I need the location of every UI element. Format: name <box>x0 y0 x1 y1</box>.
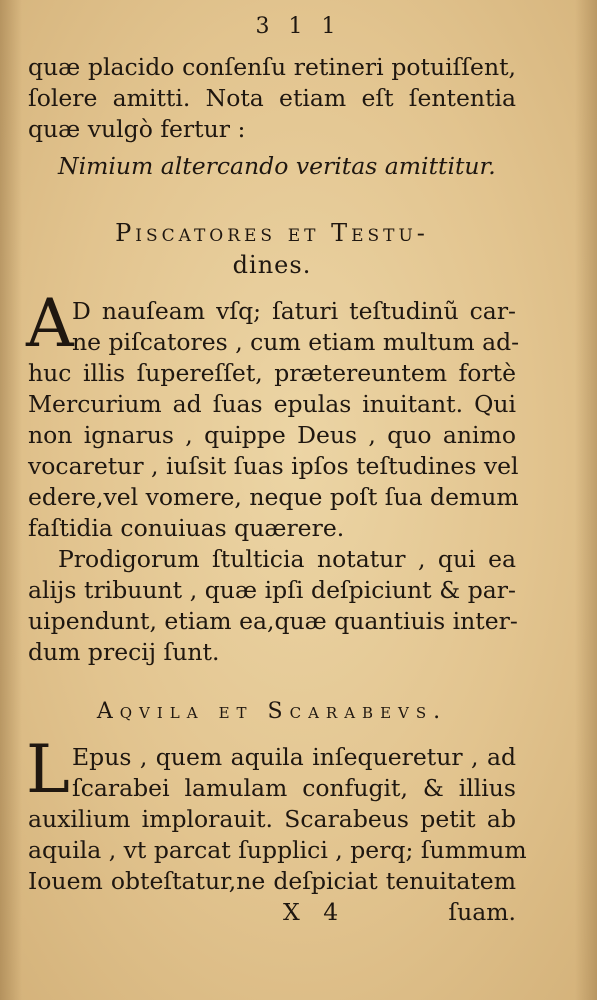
fable-title: Aqvila et Scarabevs. <box>96 699 448 724</box>
moral-line: Prodigorum ſtulticia notatur , qui ea <box>58 545 516 573</box>
page-edge-shadow-right <box>575 0 597 1000</box>
fable-paragraph <box>26 731 527 897</box>
drop-cap-initial: L <box>26 731 70 808</box>
text-line: non ignarus , quippe Deus , quo animo <box>28 421 516 449</box>
fable-paragraph <box>26 285 520 668</box>
text-line: ſolere amitti. Nota etiam eſt ſententia <box>28 84 516 112</box>
text-line: auxilium implorauit. Scarabeus petit ab <box>28 805 516 833</box>
signature-mark: X 4 <box>283 898 347 926</box>
text-line: quæ placido conſenſu retineri potuiſſent, <box>28 53 516 81</box>
footer-line <box>28 897 516 928</box>
text-line: huc illis ſupereſſet, prætereuntem fortè <box>28 359 516 387</box>
proverb-quote: Nimium altercando veritas amittitur. <box>58 152 496 180</box>
text-line: ne piſcatores , cum etiam multum ad- <box>72 328 520 356</box>
fable-title-continuation: dines. <box>232 251 312 279</box>
text-line: D nauſeam vſq; ſaturi teſtudinũ car- <box>72 297 516 325</box>
catchword: ſuam. <box>448 898 516 926</box>
text-line: edere,vel vomere, neque poſt ſua demum <box>28 483 519 511</box>
moral-line: dum precij ſunt. <box>28 638 220 666</box>
text-line: Epus , quem aquila inſequeretur , ad <box>72 743 516 771</box>
text-line: quæ vulgò fertur : <box>28 115 246 143</box>
drop-cap-initial: A <box>26 285 74 362</box>
text-line: Mercurium ad ſuas epulas inuitant. Qui <box>28 390 516 418</box>
fable-title: Piscatores et Testu- <box>115 219 429 247</box>
text-line: Iouem obteſtatur,ne deſpiciat tenuitatem <box>28 867 516 895</box>
text-line: faſtidia conuiuas quærere. <box>28 514 345 542</box>
text-block <box>26 52 527 928</box>
page-number: 3 1 1 <box>255 14 342 39</box>
page-edge-shadow-left <box>0 0 22 1000</box>
moral-line: alijs tribuunt , quæ ipſi deſpiciunt & par- <box>28 576 516 604</box>
text-line: vocaretur , iuſsit ſuas ipſos teſtudines vel <box>28 452 519 480</box>
text-line: aquila , vt parcat ſupplici , perq; ſummum <box>28 836 527 864</box>
text-line: ſcarabei lamulam confugit, & illius <box>72 774 516 802</box>
moral-line: uipendunt, etiam ea,quæ quantiuis inter- <box>28 607 518 635</box>
